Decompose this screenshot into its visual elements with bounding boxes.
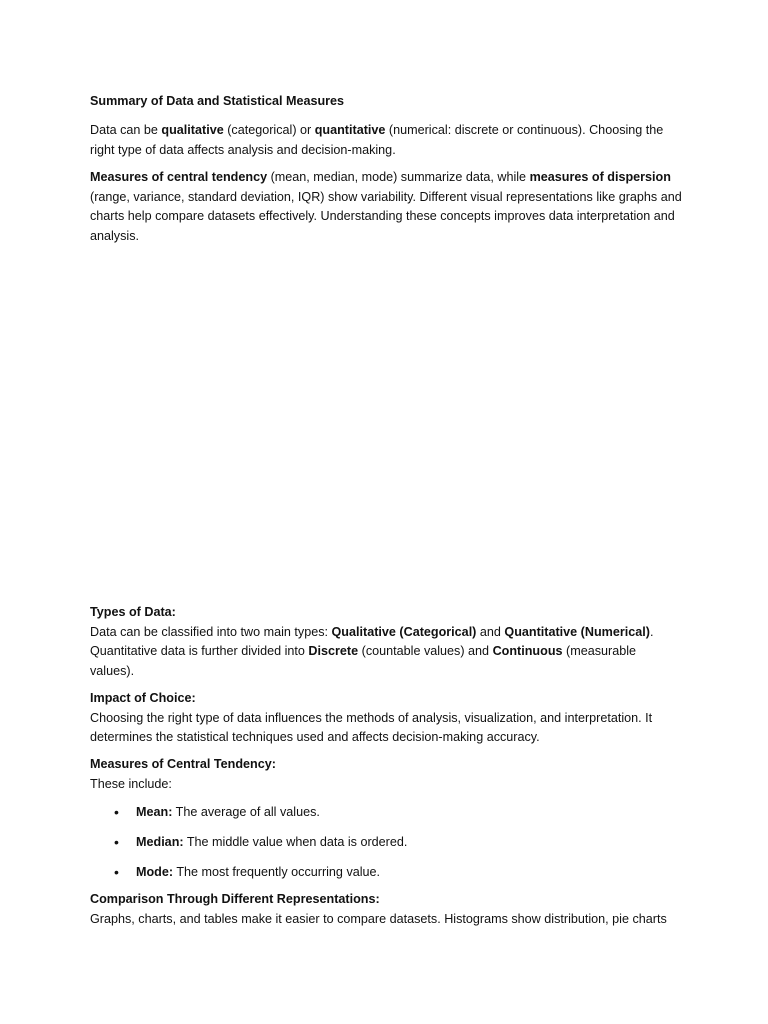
list-item xyxy=(90,832,682,862)
term-central-tendency: Measures of central tendency xyxy=(90,170,268,184)
list-term: Mean: xyxy=(136,805,173,819)
bullet-icon: • xyxy=(114,834,119,850)
section-heading: Impact of Choice: xyxy=(90,691,196,705)
intro-text: Data can be xyxy=(90,123,162,137)
section-body xyxy=(90,625,653,678)
intro-text: (numerical: discrete or continuous). Choosing the right type of data affects analysis and decision-making. xyxy=(90,123,664,157)
section-body: Graphs, charts, and tables make it easier to compare datasets. Histograms show distribution, pie charts xyxy=(90,911,667,926)
intro-paragraph-data-types xyxy=(90,121,682,160)
list-desc: The average of all values. xyxy=(172,805,320,819)
list-term: Median: xyxy=(136,835,184,849)
section-central-tendency xyxy=(90,755,682,794)
body-text: (measurable values). xyxy=(90,644,637,678)
body-text: Data can be classified into two main types: xyxy=(90,624,332,639)
section-heading: Comparison Through Different Representations: xyxy=(90,892,380,906)
bullet-icon: • xyxy=(114,804,119,820)
term-qualitative: qualitative xyxy=(161,123,224,137)
section-comparison xyxy=(90,890,682,929)
bullet-icon: • xyxy=(114,864,119,880)
list-desc: The most frequently occurring value. xyxy=(173,865,381,879)
term-quantitative: quantitative xyxy=(314,123,386,137)
section-body: Choosing the right type of data influences the methods of analysis, visualization, and interpretation. It determines the statistical techniques used and affects decision-making accuracy. xyxy=(90,710,653,744)
term-discrete: Discrete xyxy=(308,644,359,658)
term-dispersion: measures of dispersion xyxy=(529,170,671,184)
term-quantitative-numerical: Quantitative (Numerical) xyxy=(504,624,650,639)
section-heading: Types of Data: xyxy=(90,605,176,619)
intro-text: (mean, median, mode) summarize data, while xyxy=(267,170,530,184)
intro-text: (categorical) or xyxy=(223,123,315,137)
section-heading: Measures of Central Tendency: xyxy=(90,757,276,771)
list-desc: The middle value when data is ordered. xyxy=(183,835,408,849)
intro-paragraph-measures xyxy=(90,168,682,246)
term-continuous: Continuous xyxy=(492,644,563,658)
body-text: . Quantitative data is further divided into xyxy=(90,624,654,658)
list-term: Mode: xyxy=(136,865,174,879)
section-impact-of-choice xyxy=(90,689,682,748)
central-tendency-list xyxy=(90,802,682,892)
section-types-of-data xyxy=(90,603,682,681)
term-qualitative-categorical: Qualitative (Categorical) xyxy=(331,624,477,639)
section-body: These include: xyxy=(90,776,172,791)
document-page xyxy=(90,0,682,1024)
body-text: (countable values) and xyxy=(358,644,493,658)
list-item xyxy=(90,802,682,832)
list-item xyxy=(90,862,682,892)
body-text: and xyxy=(476,624,505,639)
document-title: Summary of Data and Statistical Measures xyxy=(90,94,345,108)
intro-text: (range, variance, standard deviation, IQR) show variability. Different visual representations like graphs and charts help compare datasets effectively. Understanding these concepts improves data interpretation and analysis. xyxy=(90,189,682,243)
